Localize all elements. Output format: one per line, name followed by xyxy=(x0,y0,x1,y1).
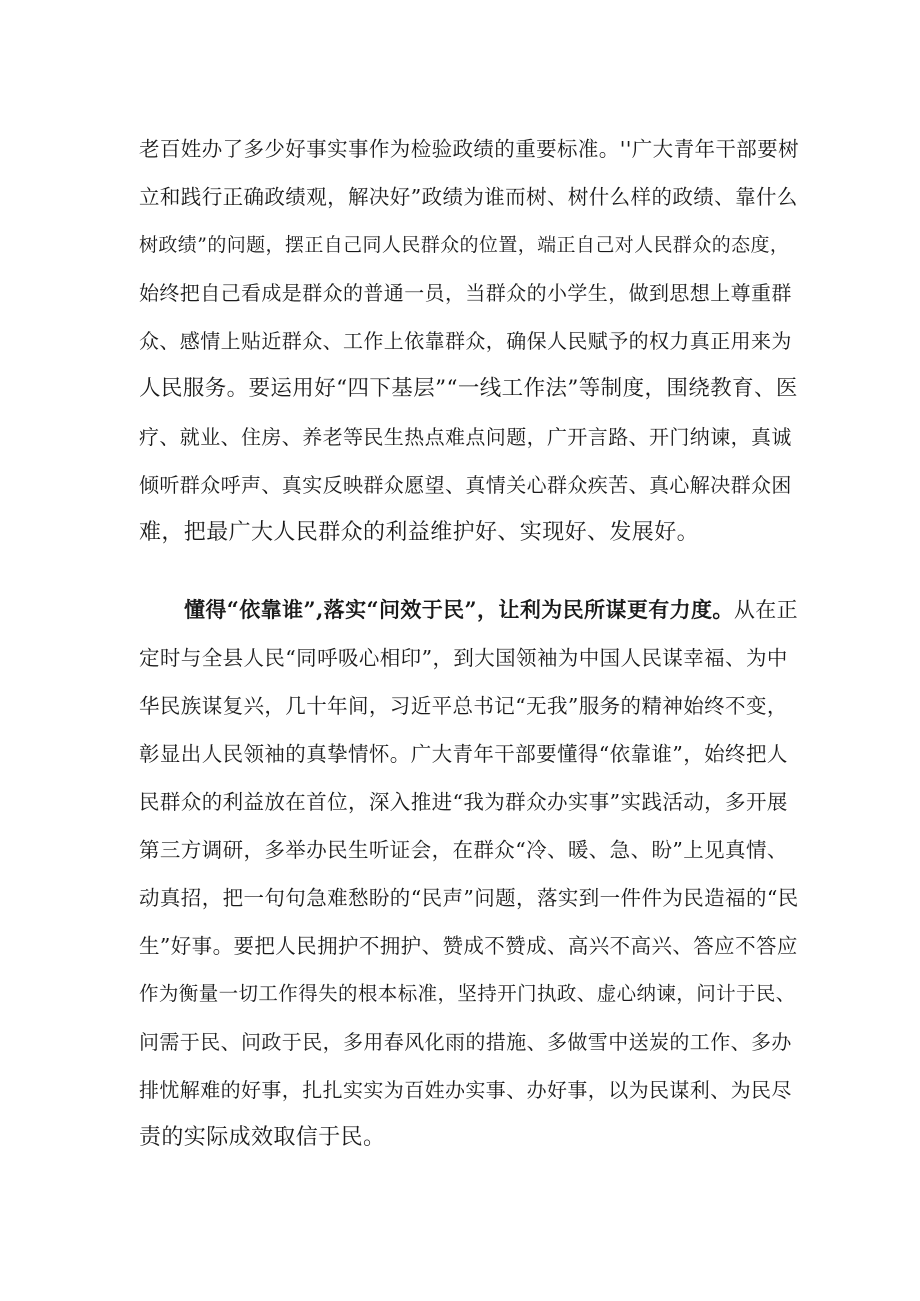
paragraph-2-line-11: 排忧解难的好事，扎扎实实为百姓办实事、办好事，以为民谋利、为民尽 xyxy=(139,1078,792,1102)
paragraph-1-line-8: 倾听群众呼声、真实反映群众愿望、真情关心群众疾苦、真心解决群众困 xyxy=(139,473,792,497)
paragraph-2-line-3: 华民族谋复兴，几十年间，习近平总书记“无我”服务的精神始终不变， xyxy=(139,694,788,718)
paragraph-2-heading: 懂得“依靠谁”,落实“问效于民”，让利为民所谋更有力度。 xyxy=(184,597,734,622)
paragraph-2-line-2: 定时与全县人民“同呼吸心相印”，到大国领袖为中国人民谋幸福、为中 xyxy=(139,646,788,670)
paragraph-1-line-9: 难，把最广大人民群众的利益维护好、实现好、发展好。 xyxy=(139,520,700,545)
paragraph-1-line-2: 立和践行正确政绩观，解决好”政绩为谁而树、树什么样的政绩、靠什么 xyxy=(139,185,798,209)
paragraph-2-first-line-rest: 从在正 xyxy=(733,598,799,622)
paragraph-1-line-3: 树政绩”的问题，摆正自己同人民群众的位置，端正自己对人民群众的态度， xyxy=(139,234,790,256)
paragraph-2-line-4: 彰显出人民领袖的真挚情怀。广大青年干部要懂得“依靠谁”，始终把人 xyxy=(139,742,788,766)
paragraph-2-line-8: 生”好事。要把人民拥护不拥护、赞成不赞成、高兴不高兴、答应不答应 xyxy=(139,934,798,958)
paragraph-2-line-1 xyxy=(184,596,798,624)
paragraph-1-line-7: 疗、就业、住房、养老等民生热点难点问题，广开言路、开门纳谏，真诚 xyxy=(139,425,792,449)
paragraph-2-line-5: 民群众的利益放在首位，深入推进“我为群众办实事”实践活动，多开展 xyxy=(139,790,788,814)
paragraph-2-line-9: 作为衡量一切工作得失的根本标准，坚持开门执政、虚心纳谏，问计于民、 xyxy=(139,982,796,1005)
paragraph-1-line-6: 人民服务。要运用好“四下基层”“一线工作法”等制度，围绕教育、医 xyxy=(139,376,798,401)
paragraph-1-line-5: 众、感情上贴近群众、工作上依靠群众，确保人民赋予的权力真正用来为 xyxy=(139,329,792,353)
paragraph-2-line-6: 第三方调研，多举办民生听证会，在群众“冷、暖、急、盼”上见真情、 xyxy=(139,838,788,862)
paragraph-2-line-7: 动真招，把一句句急难愁盼的“民声”问题，落实到一件件为民造福的“民 xyxy=(139,886,799,910)
paragraph-1-line-1: 老百姓办了多少好事实事作为检验政绩的重要标准。''广大青年干部要树 xyxy=(139,137,799,161)
paragraph-2-line-12: 责的实际成效取信于民。 xyxy=(139,1125,386,1150)
paragraph-1-line-4: 始终把自己看成是群众的普通一员，当群众的小学生，做到思想上尊重群 xyxy=(139,281,792,305)
paragraph-2-line-10: 问需于民、问政于民，多用春风化雨的措施、多做雪中送炭的工作、多办 xyxy=(139,1030,792,1054)
